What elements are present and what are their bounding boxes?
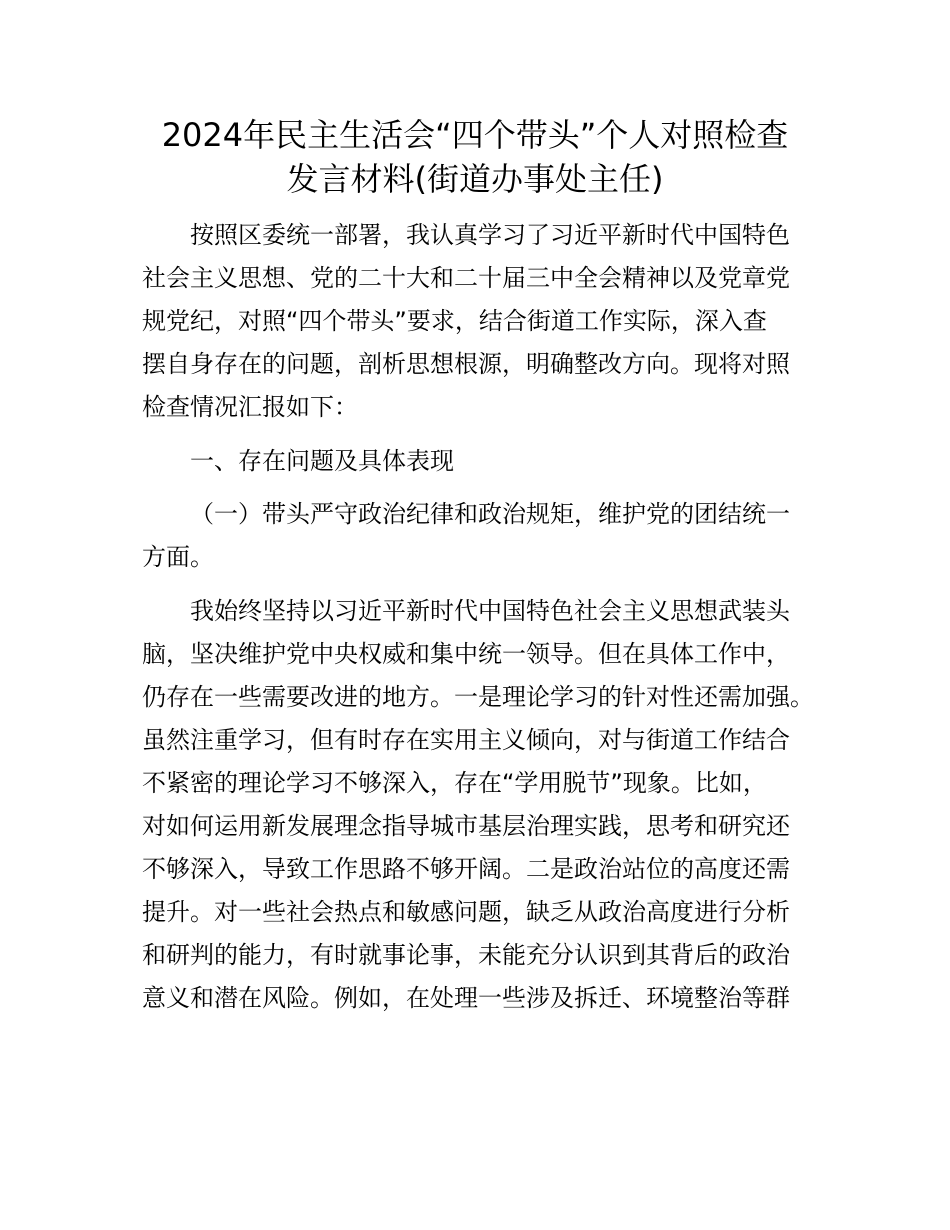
- section-heading: 一、存在问题及具体表现: [190, 447, 454, 475]
- paragraph-line: 提升。对一些社会热点和敏感问题，缺乏从政治高度进行分析: [142, 898, 790, 926]
- paragraph-line: 仍存在一些需要改进的地方。一是理论学习的针对性还需加强。: [142, 683, 814, 711]
- paragraph-line: 不紧密的理论学习不够深入，存在“学用脱节”现象。比如，: [142, 769, 767, 797]
- subsection-heading-line: 方面。: [142, 543, 214, 571]
- document-title-line-2: 发言材料(街道办事处主任): [286, 160, 664, 198]
- paragraph-line: 不够深入，导致工作思路不够开阔。二是政治站位的高度还需: [142, 855, 790, 883]
- paragraph-line: 和研判的能力，有时就事论事，未能充分认识到其背后的政治: [142, 941, 790, 969]
- paragraph-line: 我始终坚持以习近平新时代中国特色社会主义思想武装头: [190, 597, 790, 625]
- paragraph-line: 对如何运用新发展理念指导城市基层治理实践，思考和研究还: [142, 812, 790, 840]
- paragraph-line: 意义和潜在风险。例如，在处理一些涉及拆迁、环境整治等群: [142, 984, 790, 1012]
- subsection-heading-line: （一）带头严守政治纪律和政治规矩，维护党的团结统一: [190, 500, 790, 528]
- paragraph-line: 虽然注重学习，但有时存在实用主义倾向，对与街道工作结合: [142, 726, 790, 754]
- paragraph-line: 按照区委统一部署，我认真学习了习近平新时代中国特色: [190, 221, 790, 249]
- paragraph-line: 检查情况汇报如下：: [142, 393, 358, 421]
- paragraph-line: 规党纪，对照“四个带头”要求，结合街道工作实际，深入查: [142, 307, 767, 335]
- document-title-line-1: 2024年民主生活会“四个带头”个人对照检查: [161, 116, 789, 154]
- paragraph-line: 社会主义思想、党的二十大和二十届三中全会精神以及党章党: [142, 264, 790, 292]
- paragraph-line: 摆自身存在的问题，剖析思想根源，明确整改方向。现将对照: [142, 350, 790, 378]
- paragraph-line: 脑，坚决维护党中央权威和集中统一领导。但在具体工作中，: [142, 640, 790, 668]
